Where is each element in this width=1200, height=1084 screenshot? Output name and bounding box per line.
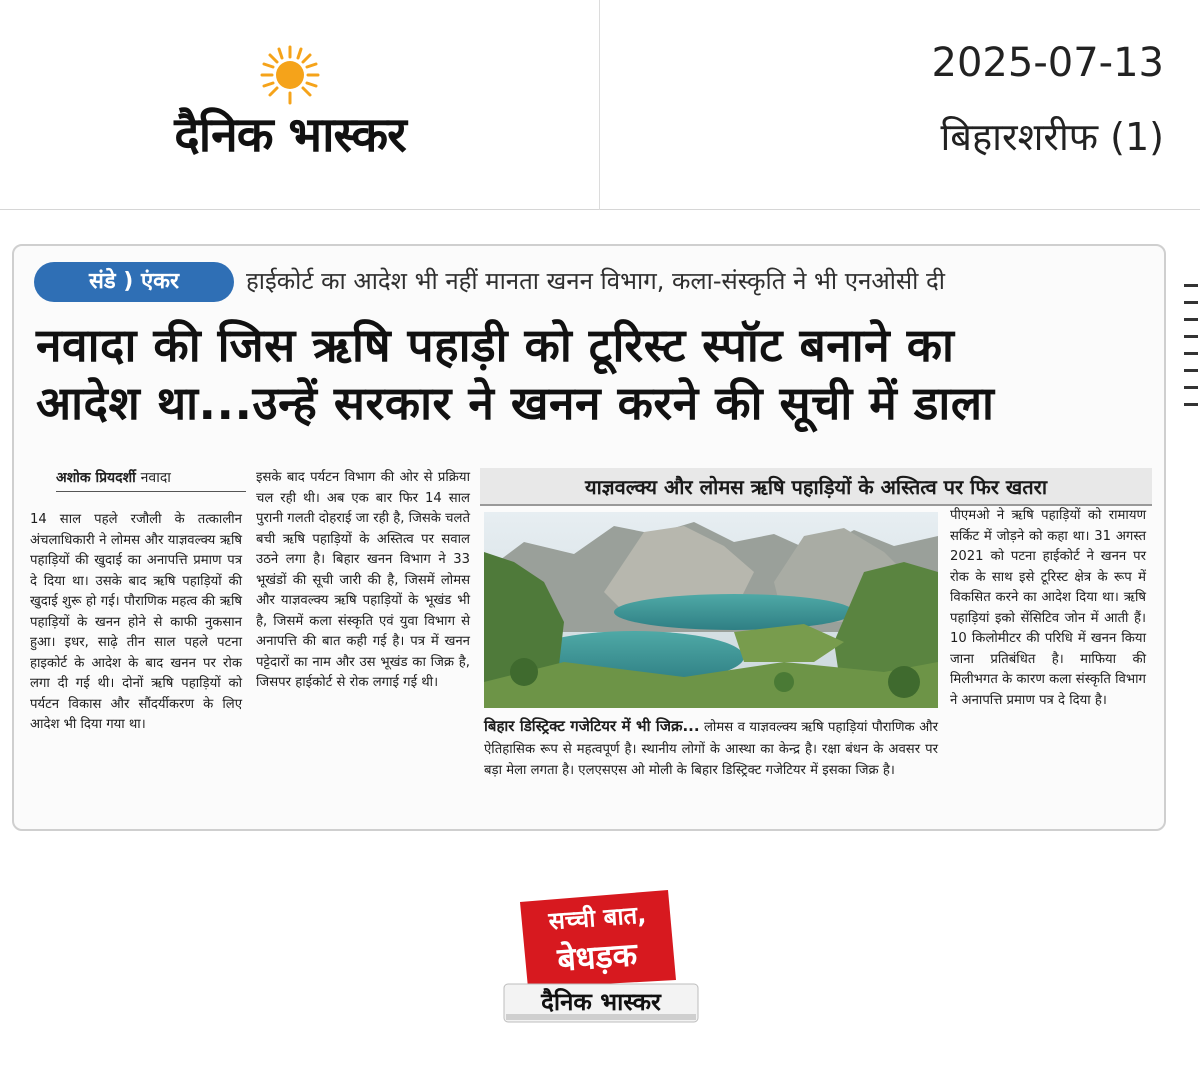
quarry-lake-photo xyxy=(484,512,938,708)
sub-headline: याज्ञवल्क्य और लोमस ऋषि पहाड़ियों के अस्तित्व पर फिर खतरा xyxy=(584,475,1048,499)
byline-location: नवादा xyxy=(140,470,171,486)
sub-headline-banner xyxy=(480,468,1152,506)
sun-icon xyxy=(260,45,320,105)
article-column-2: इसके बाद पर्यटन विभाग की ओर से प्रक्रिया चल रही थी। अब एक बार फिर 14 साल पुरानी गलती दोहराई जा रही है, जिसके चलते बची ऋषि पहाड़ियों के अस्तित्व पर सवाल उठने लगा है। बिहार खनन विभाग ने 33 भूखंडों की सूची जारी की है, जिसमें लोमस और याज्ञवल्क्य ऋषि पहाड़ियों के भूखंड भी है, जिसमें कला संस्कृति एवं युवा विभाग से अनापत्ति की बात कही गई है। पत्र में खनन पट्टेदारों का नाम और उस भूखंड का जिक्र है, जिसपर हाईकोर्ट से रोक लगाई गई थी। xyxy=(256,470,470,690)
headline-line-1: नवादा की जिस ऋषि पहाड़ी को टूरिस्ट स्पॉट बनाने का xyxy=(36,318,955,372)
photo-caption xyxy=(484,716,938,782)
badge-label: संडे ) एंकर xyxy=(88,269,180,294)
footer-logo-wordmark: दैनिक भास्कर xyxy=(541,988,661,1016)
byline-author: अशोक प्रियदर्शी xyxy=(56,470,136,486)
edition-date: 2025-07-13 xyxy=(931,40,1164,86)
masthead xyxy=(0,0,1200,210)
caption-body: लोमस व याज्ञवल्क्य ऋषि पहाड़ियां पौराणिक और ऐतिहासिक रूप से महत्वपूर्ण है। स्थानीय लोगों के आस्था का केन्द्र है। रक्षा बंधन के अवसर पर बड़ा मेला लगता है। एलएसएस ओ मोली के बिहार डिस्ट्रिक्ट गजेटियर में इसका जिक्र है। xyxy=(484,720,938,778)
sunday-anchor-badge xyxy=(34,262,234,302)
byline xyxy=(56,468,246,492)
logo-wordmark: दैनिक भास्कर xyxy=(174,107,406,163)
kicker-text: हाईकोर्ट का आदेश भी नहीं मानता खनन विभाग, कला-संस्कृति ने भी एनओसी दी xyxy=(246,267,945,295)
article-column-1: 14 साल पहले रजौली के तत्कालीन अंचलाधिकारी ने लोमस और याज्ञवल्क्य ऋषि पहाड़ियों की खुदाई का अनापत्ति प्रमाण पत्र दे दिया था। उसके बाद ऋषि पहाड़ियों की खुदाई शुरू हो गई। पौराणिक महत्व की ऋषि पहाड़ियों के खनन होने से काफी नुकसान हुआ। इधर, साढ़े तीन साल पहले पटना हाइकोर्ट के आदेश के बाद खनन पर रोक लगा दी गई थी। दोनों ऋषि पहाड़ियों को पर्यटन विकास और सौंदर्यीकरण के लिए आदेश भी दिया गया था। xyxy=(30,512,242,732)
footer-tagline-line-2: बेधड़क xyxy=(556,935,639,979)
news-clipping xyxy=(12,244,1166,831)
footer-tagline-line-1: सच्ची बात, xyxy=(547,900,648,936)
adjacent-clipping-edge xyxy=(1180,270,1200,530)
footer-brand-logo xyxy=(498,888,704,1030)
article-column-3: पीएमओ ने ऋषि पहाड़ियों को रामायण सर्किट में जोड़ने को कहा था। 31 अगस्त 2021 को पटना हाईकोर्ट ने खनन पर रोक के साथ इसे टूरिस्ट क्षेत्र के रूप में विकसित करने का आदेश दिया था। ऋषि पहाड़ियां इको सेंसिटिव जोन में आती हैं। 10 किलोमीटर की परिधि में खनन किया जाना प्रतिबंधित है। माफिया की मिलीभगत के कारण कला संस्कृति विभाग ने अनापत्ति प्रमाण पत्र दे दिया है। xyxy=(950,508,1146,708)
caption-lead: बिहार डिस्ट्रिक्ट गजेटियर में भी जिक्र... xyxy=(484,717,700,735)
headline xyxy=(36,316,1156,432)
dainik-bhaskar-logo xyxy=(110,45,470,175)
headline-line-2: आदेश था...उन्हें सरकार ने खनन करने की सूची में डाला xyxy=(36,376,995,430)
edition-name: बिहारशरीफ (1) xyxy=(940,115,1164,159)
header-divider xyxy=(599,0,600,210)
